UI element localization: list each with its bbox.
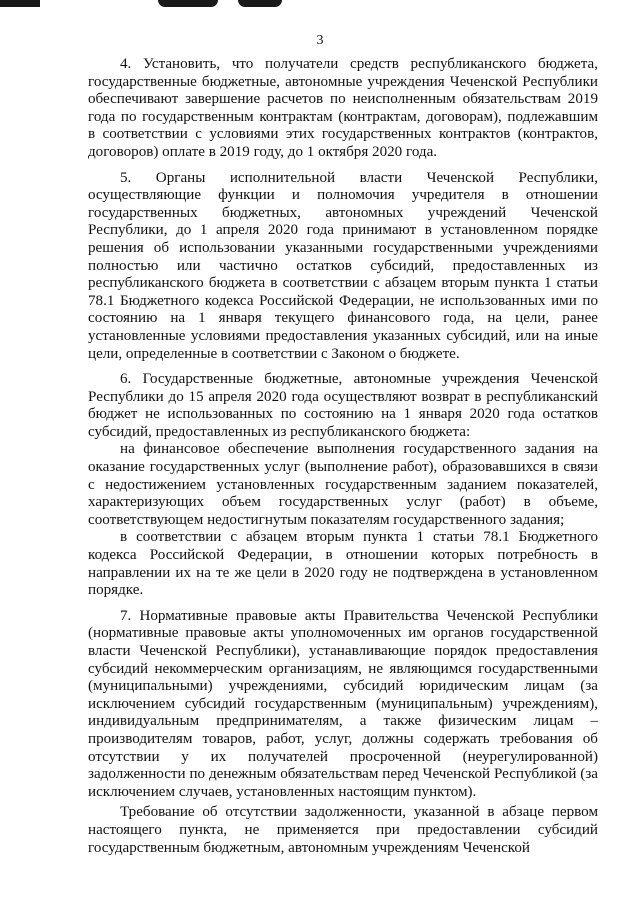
paragraph-item-6: 6. Государственные бюджетные, автономные учреждения Чеченской Республики до 15 апреля 2020 года осуществляют возврат в республиканский бюджет не использованных по состоянию на 1 января 2020 года остатков субсидий, предоставленных из республиканского бюджета: <box>88 371 598 440</box>
document-body <box>88 56 598 857</box>
paragraph-item-4: 4. Установить, что получатели средств республиканского бюджета, государственные бюджетные, автономные учреждения Чеченской Республики обеспечивают завершение расчетов по неисполненным обязательствам 2019 года по государственным контрактам (контрактам, договорам), подлежавшим в соответствии с условиями этих государственных контрактов (контрактов, договоров) оплате в 2019 году, до 1 октября 2020 года. <box>88 56 598 160</box>
scan-edge-mark <box>238 0 282 7</box>
scan-edge-mark <box>0 0 40 7</box>
scan-edge-mark <box>158 0 218 7</box>
paragraph-item-7: 7. Нормативные правовые акты Правительства Чеченской Республики (нормативные правовые акты уполномоченных им органов государственной власти Чеченской Республики), устанавливающие порядок предоставления субсидий некоммерческим организациям, не являющимся государственными (муниципальными) учреждениями, субсидий юридическим лицам (за исключением субсидий государственным (муниципальным) учреждениям), индивидуальным предпринимателям, а также физическим лицам – производителям товаров, работ, услуг, должны содержать требования об отсутствии у их получателей просроченной (неурегулированной) задолженности по денежным обязательствам перед Чеченской Республикой (за исключением случаев, установленных настоящим пунктом). <box>88 607 598 800</box>
paragraph-item-5: 5. Органы исполнительной власти Чеченской Республики, осуществляющие функции и полномочия учредителя в отношении государственных бюджетных, автономных учреждений Чеченской Республики, до 1 апреля 2020 года принимают в установленном порядке решения об использовании указанными государственными учреждениями полностью или частично остатков субсидий, предоставленных из республиканского бюджета в соответствии с абзацем вторым пункта 1 статьи 78.1 Бюджетного кодекса Российской Федерации, не использованных ими по состоянию на 1 января текущего финансового года, на цели, ранее установленные условиями предоставления указанных субсидий, или на иные цели, определенные в соответствии с Законом о бюджете. <box>88 169 598 362</box>
paragraph-item-7-continuation: Требование об отсутствии задолженности, указанной в абзаце первом настоящего пункта, не применяется при предоставлении субсидий государственным бюджетным, автономным учреждениям Чеченской <box>88 804 598 856</box>
page-number: 3 <box>316 33 324 48</box>
paragraph-item-6-subitem-1: на финансовое обеспечение выполнения государственного задания на оказание государственных услуг (выполнение работ), образовавшихся в связи с недостижением установленных государственным заданием показателей, характеризующих объем государственных услуг (работ) в объеме, соответствующем недостигнутым показателям государственного задания; <box>88 441 598 528</box>
paragraph-item-6-subitem-2: в соответствии с абзацем вторым пункта 1 статьи 78.1 Бюджетного кодекса Российской Федерации, в отношении которых потребность в направлении их на те же цели в 2020 году не подтверждена в установленном порядке. <box>88 529 598 599</box>
